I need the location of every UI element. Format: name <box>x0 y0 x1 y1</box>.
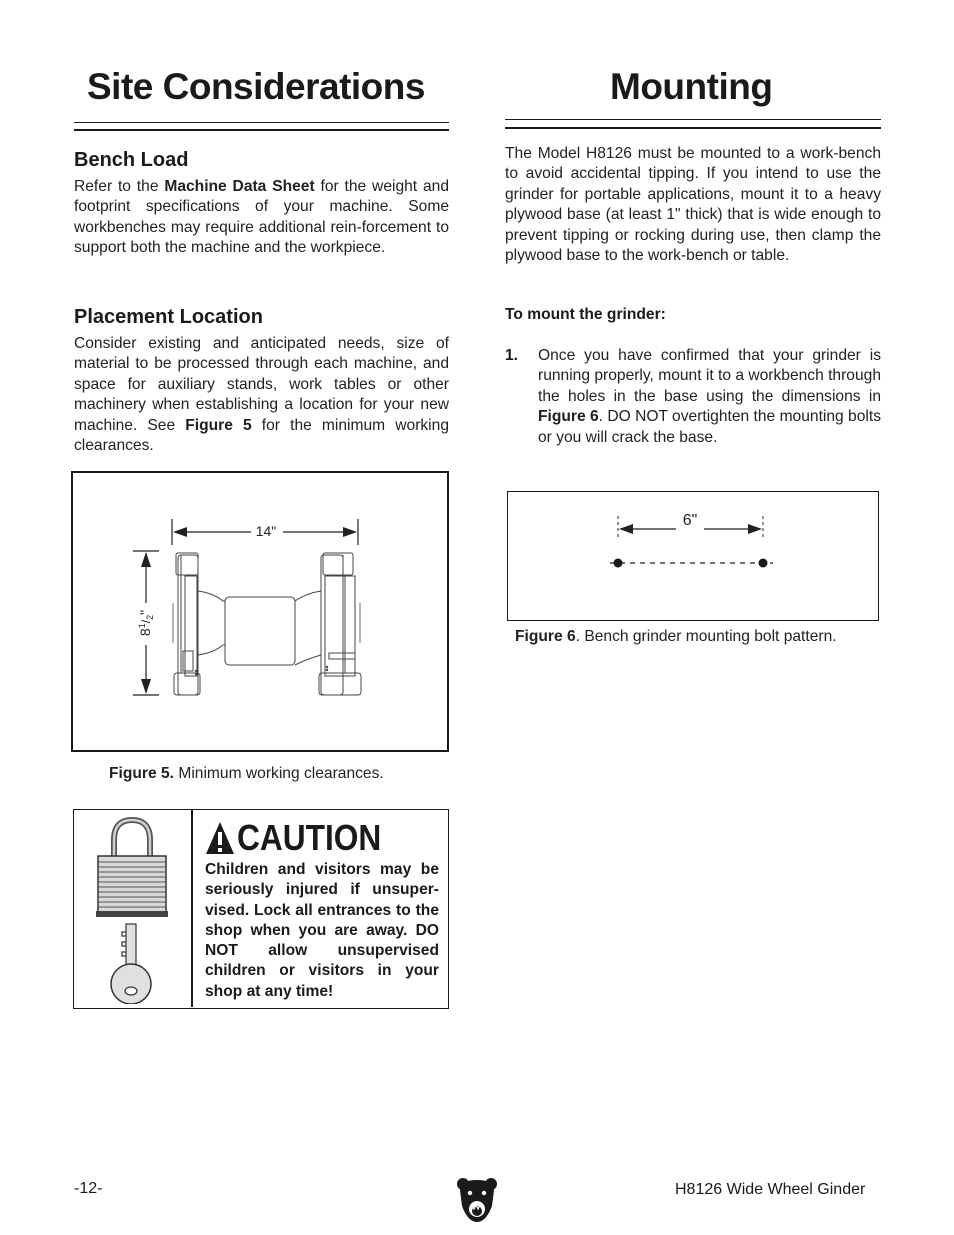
caution-box <box>73 809 449 1009</box>
width-dimension-label: 14" <box>255 523 277 539</box>
bolt-hole-right <box>759 559 768 568</box>
bench-load-heading: Bench Load <box>74 149 189 171</box>
caution-heading-text: CAUTION <box>237 817 382 858</box>
right-page-title: Mounting <box>610 66 773 107</box>
page-number: -12- <box>74 1180 103 1197</box>
procedure-heading: To mount the grinder: <box>505 306 666 323</box>
placement-paragraph <box>74 334 449 456</box>
mounting-bolt-pattern-diagram <box>508 492 877 619</box>
bolt-hole-left <box>614 559 623 568</box>
figure-6-frame <box>507 491 879 621</box>
left-title-rule-bottom <box>74 129 449 131</box>
figure-6-caption-text: . Bench grinder mounting bolt pattern. <box>575 628 837 645</box>
warning-triangle-icon <box>205 821 235 855</box>
screw-dot <box>195 670 197 672</box>
mounting-intro-paragraph: The Model H8126 must be mounted to a work-bench to avoid accidental tipping. If you intend to use the grinder for portable applications, mount it to a heavy plywood base (at least 1" thick) that is wide enough to prevent tipping or rocking during use, then clamp the plywood base to the work-bench or table. <box>505 145 881 265</box>
bench-load-paragraph <box>74 177 449 259</box>
screw-dot <box>326 669 328 671</box>
caution-box-divider <box>191 810 193 1007</box>
right-title-rule-bottom <box>505 127 881 129</box>
grizzly-bear-logo <box>456 1176 498 1224</box>
bench-load-text-2: for the weight and footprint specifications of your machine. Some workbenches may require additional rein-forcement to support both the machine and the workpiece. <box>74 178 449 257</box>
machine-data-sheet-ref: Machine Data Sheet <box>164 178 315 195</box>
figure-5-caption-label: Figure 5. <box>109 765 174 782</box>
depth-label-frac-den: 2 <box>145 614 155 620</box>
figure-5-caption-text: Minimum working clearances. <box>174 765 384 782</box>
figure-6-ref: Figure 6 <box>538 408 599 426</box>
placement-text-1: Consider existing and anticipated needs, size of material to be processed through each machine, and space for auxiliary stands, work tables or other machinery when establishing a location for your new machine. See <box>74 335 449 434</box>
grinder-outline <box>173 553 361 695</box>
footer-model-name: H8126 Wide Wheel Ginder <box>675 1181 866 1198</box>
figure-6-caption-label: Figure 6 <box>515 628 576 645</box>
padlock-and-key-icon <box>92 814 172 1004</box>
screw-dot <box>195 673 197 675</box>
depth-label-whole: 8 <box>137 628 153 637</box>
depth-dimension-label <box>137 610 155 636</box>
svg-text:81/2" <box>137 610 155 636</box>
placement-location-heading: Placement Location <box>74 306 263 328</box>
step-1-text-2: . DO NOT overtighten the mounting bolts or you will crack the base. <box>538 408 881 446</box>
figure-5-ref: Figure 5 <box>185 416 252 434</box>
step-1-number: 1. <box>505 347 519 364</box>
left-page-title: Site Considerations <box>87 66 425 107</box>
figure-5-caption <box>109 765 384 783</box>
figure-6-caption <box>515 628 837 646</box>
right-title-rule-top <box>505 119 881 120</box>
placement-text-2: for the minimum working clearances. <box>74 416 449 455</box>
caution-header <box>205 818 445 858</box>
step-1-text <box>538 346 881 448</box>
bolt-spacing-label: 6" <box>682 512 698 529</box>
screw-dot <box>326 666 328 668</box>
bench-load-text-1: Refer to the <box>74 178 165 195</box>
caution-message: Children and visitors may be seriously injured if unsuper-vised. Lock all entrances to the shop when you are away. DO NOT allow unsupervised children or visitors in your shop at any time! <box>205 861 439 1000</box>
left-title-rule-top <box>74 122 449 123</box>
step-1-text-1: Once you have confirmed that your grinder is running properly, mount it to a workbench through the holes in the base using the dimensions in <box>538 347 881 405</box>
figure-5-frame <box>71 471 449 752</box>
depth-label-slash: / <box>139 619 153 624</box>
depth-label-inch: " <box>137 609 153 615</box>
depth-label-frac-num: 1 <box>137 623 147 629</box>
grinder-top-view-diagram <box>73 473 447 750</box>
